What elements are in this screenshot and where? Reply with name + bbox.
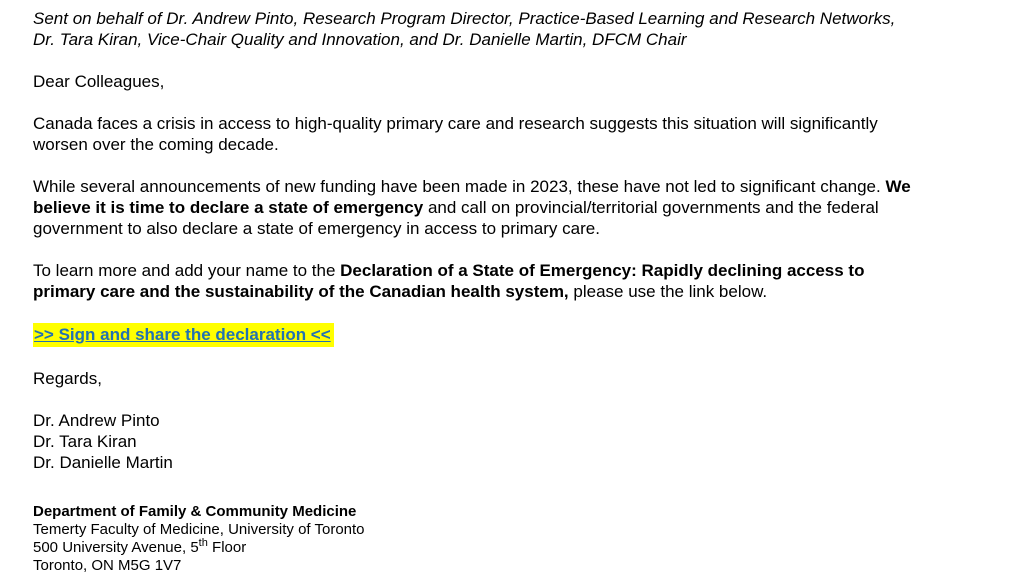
signature-block [33, 503, 1014, 575]
signatory-1: Dr. Andrew Pinto [33, 411, 160, 430]
declaration-link-row [33, 323, 1014, 347]
paragraph-crisis [33, 113, 1014, 155]
funding-line-1-normal: While several announcements of new funding have been made in 2023, these have not led to significant change. [33, 177, 886, 196]
learn-line-1-bold: Declaration of a State of Emergency: Rapidly declining access to [340, 261, 865, 280]
crisis-line-2: worsen over the coming decade. [33, 135, 279, 154]
regards: Regards, [33, 369, 102, 388]
funding-line-2-bold: believe it is time to declare a state of emergency [33, 198, 424, 217]
intro-line-1: Sent on behalf of Dr. Andrew Pinto, Research Program Director, Practice-Based Learning and Research Networks, [33, 9, 896, 28]
crisis-line-1: Canada faces a crisis in access to high-quality primary care and research suggests this situation will significantly [33, 114, 878, 133]
signature-department: Department of Family & Community Medicine [33, 503, 357, 520]
paragraph-learn-more [33, 260, 1014, 302]
learn-line-2-normal: please use the link below. [568, 282, 768, 301]
signature-city: Toronto, ON M5G 1V7 [33, 557, 182, 574]
funding-line-1-bold: We [885, 177, 911, 196]
paragraph-funding [33, 176, 1014, 239]
signatory-3: Dr. Danielle Martin [33, 453, 173, 472]
learn-line-2-bold: primary care and the sustainability of the Canadian health system, [33, 282, 569, 301]
signature-address-suffix: Floor [207, 539, 247, 556]
sign-declaration-link[interactable]: >> Sign and share the declaration << [33, 323, 334, 347]
signature-address: 500 University Avenue, 5 [33, 539, 199, 556]
learn-line-1-normal: To learn more and add your name to the [33, 261, 341, 280]
greeting: Dear Colleagues, [33, 72, 165, 91]
signatory-2: Dr. Tara Kiran [33, 432, 137, 451]
intro-line-2: Dr. Tara Kiran, Vice-Chair Quality and Innovation, and Dr. Danielle Martin, DFCM Chair [33, 30, 687, 49]
funding-line-2-normal: and call on provincial/territorial governments and the federal [423, 198, 879, 217]
signature-address-superscript: th [198, 537, 208, 549]
funding-line-3-normal: government to also declare a state of emergency in access to primary care. [33, 219, 600, 238]
sent-on-behalf-header [33, 8, 1014, 50]
signature-faculty: Temerty Faculty of Medicine, University of Toronto [33, 521, 365, 538]
signatories-list [33, 410, 1014, 473]
